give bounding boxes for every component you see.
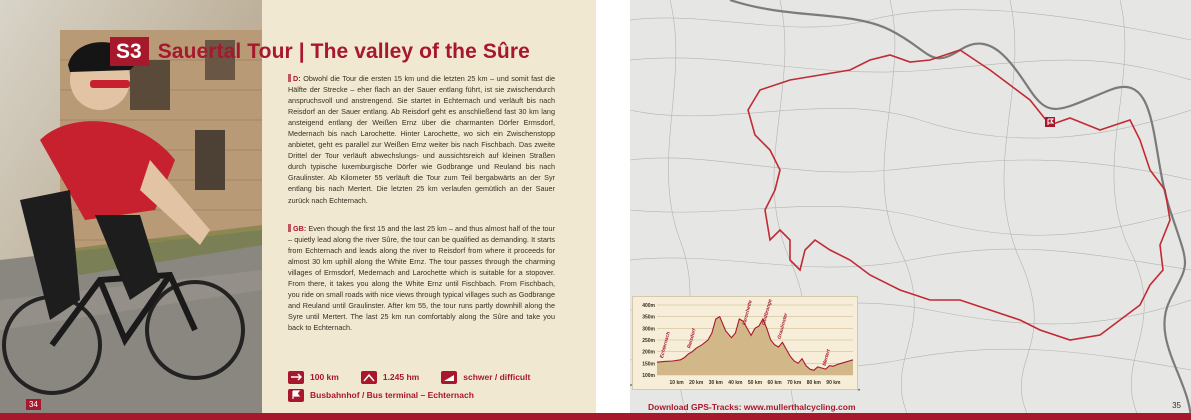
download-link[interactable]: Download GPS-Tracks: www.mullerthalcycling.com [648,402,856,412]
page-number-left: 34 [26,399,41,410]
x-tick-label: 40 km [728,380,743,386]
gb-body: Even though the first 15 and the last 25 km – and thus almost half of the tour – quietly lead along the river Sûre, the tour can be qualified as demanding. It starts from Echternach and leads along the river to Reisdorf from where it proceeds for almost 30 km uphill along the White Ernz. The tour passes through the charming villages of Ermsdorf, Medernach and Larochette which is suitable for a stopover. From there, it takes you along the White Ernz until Fischbach. From Fischbach, you ride on small roads with nice views through typical villages such as Godbrange and Reuland until Graulinster. After km 55, the tour runs partly downhill along the Syre until Mertert. The last 25 km run comfortably along the Sûre and take you back to Echternach. [288,224,555,333]
x-tick-label: 30 km [708,380,723,386]
english-paragraph [288,223,555,333]
place-annotation: Godbrange [760,298,774,326]
paragraph-marker [288,74,291,82]
y-tick-label: 200m [642,349,655,356]
footer-bar-right [596,413,1191,420]
start-flag-icon [288,389,304,402]
x-tick-label: 80 km [806,380,821,386]
x-tick-label: 90 km [826,380,841,386]
x-tick-label: 50 km [747,380,763,386]
place-annotation: Larochette [741,299,754,326]
page-title: Sauertal Tour | The valley of the Sûre [157,39,530,63]
footer-bar-left [0,413,596,420]
distance-item [288,371,339,384]
difficulty-value: schwer / difficult [463,372,531,382]
paragraph-marker [288,224,291,232]
elevation-icon [361,371,377,384]
x-tick-label: 10 km [669,380,684,386]
y-tick-label: 100m [642,373,655,379]
right-page [596,0,1191,420]
gb-label: GB: [293,224,307,233]
tour-info [288,368,568,404]
x-tick-label: 70 km [787,380,802,386]
place-annotation: Reisdorf [686,328,698,350]
x-tick-label: 60 km [767,380,782,386]
de-body: Obwohl die Tour die ersten 15 km und die letzten 25 km – und somit fast die Hälfte der Strecke – eher flach an der Sauer entlang führt, ist sie zwischendurch anspruchsvoll und anstrengend. Sie startet in Echternach und verläuft bis nach Reisdorf an der Sauer entlang. Ab Reisdorf geht es anschließend fast 30 km lang ansteigend entlang der Weißen Ernz über die charmanten Dörfer Ermsdorf, Medernach bis nach Larochette. Hinter Larochette, wo sich ein Zwischenstopp anbietet, geht es parallel zur Weißen Ernz weiter bis nach Fischbach. Das zweite Drittel der Tour verläuft abwechslungs- und aussichtsreich auf kleinen Straßen durch typische luxemburgische Dörfer wie Godbrange und Reuland bis nach Graulinster. Ab Kilometer 55 verläuft die Tour zum Teil bergabwärts an der Syr entlang bis nach Mertert. Die letzten 25 km verlaufen gemütlich an der Sauer zurück nach Echternach. [288,74,556,205]
difficulty-icon [441,371,457,384]
place-annotation: Echternach [659,331,672,359]
y-tick-label: 350m [642,314,655,321]
y-tick-label: 250m [642,338,655,344]
place-annotation: Mertert [821,348,832,367]
tour-header [110,37,530,66]
distance-value: 100 km [310,372,339,382]
y-tick-label: 400m [642,303,655,309]
de-label: D: [293,74,301,83]
start-location: Busbahnhof / Bus terminal – Echternach [310,390,474,400]
place-annotation: Graulinster [776,312,790,340]
difficulty-item [441,371,530,384]
elevation-item [361,371,419,384]
elevation-profile [632,296,858,390]
elevation-value: 1.245 hm [382,372,420,382]
tour-tag: S3 [110,37,149,66]
y-tick-label: 150m [642,361,655,368]
x-tick-label: 20 km [689,380,704,386]
elevation-chart [633,297,857,389]
page-number-right: 35 [1172,401,1181,410]
y-tick-label: 300m [642,326,655,333]
german-paragraph [288,73,555,206]
distance-icon [288,371,304,384]
